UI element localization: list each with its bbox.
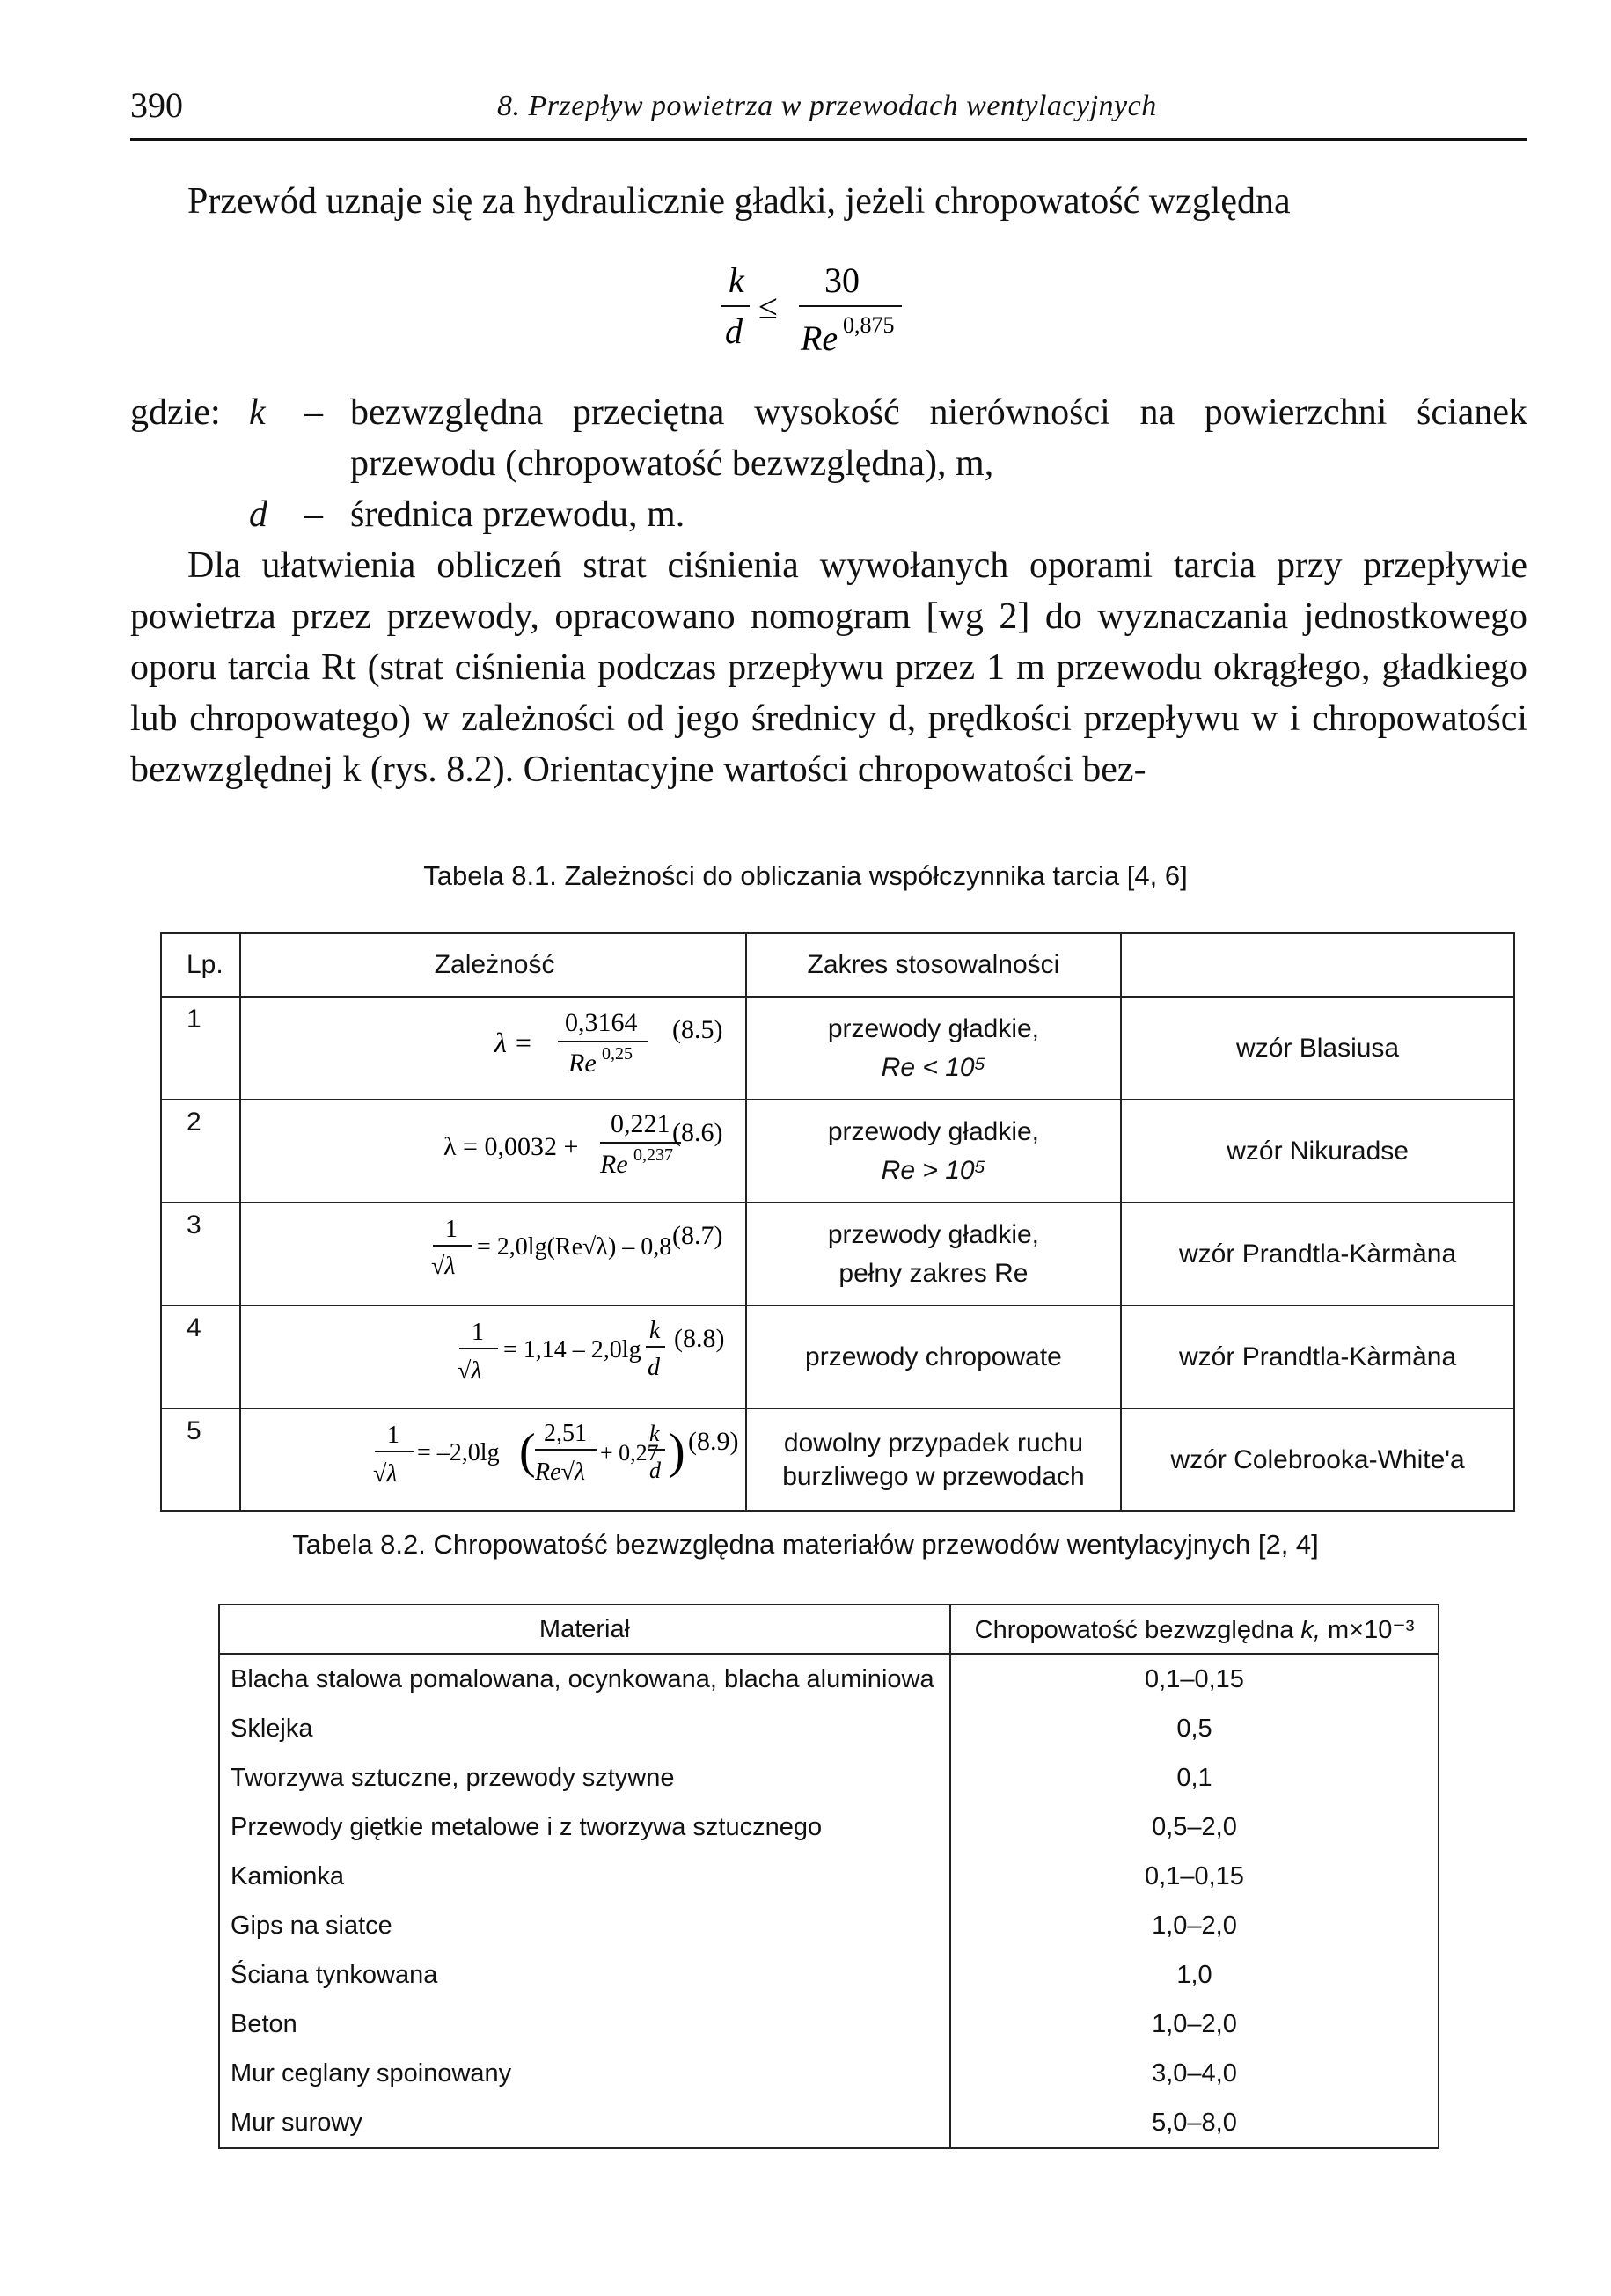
- f3-one: 1: [444, 1216, 458, 1243]
- f5-n1: 2,51: [543, 1420, 587, 1447]
- f4-one: 1: [471, 1319, 484, 1346]
- table1-caption: Tabela 8.1. Zależności do obliczania współczynnika tarcia [4, 6]: [423, 860, 1188, 891]
- f5-plus: + 0,27: [599, 1440, 659, 1466]
- f4-den: d: [647, 1354, 660, 1381]
- material-cell: Gips na siatce: [219, 1901, 950, 1950]
- f2-den: Re: [599, 1150, 628, 1179]
- f2-lhs: λ = 0,0032 +: [443, 1132, 579, 1161]
- material-cell: Beton: [219, 2000, 950, 2049]
- f2-exp: 0,237: [633, 1145, 673, 1165]
- value-cell: 0,5–2,0: [950, 1802, 1439, 1852]
- definitions-label: gdzie:: [130, 392, 221, 433]
- material-cell: Blacha stalowa pomalowana, ocynkowana, blacha aluminiowa: [219, 1654, 950, 1704]
- material-cell: Przewody giętkie metalowe i z tworzywa sztucznego: [219, 1802, 950, 1852]
- table2-header-material: Materiał: [219, 1605, 950, 1654]
- f5-sqrt: √λ: [372, 1460, 398, 1488]
- table1-header-name: [1121, 933, 1514, 997]
- def-k-text: bezwzględna przeciętna wysokość nierówności na powierzchni ścianek przewodu (chropowatość bezwzględna), m,: [350, 392, 1527, 484]
- table1-lp: 1: [161, 997, 240, 1100]
- material-cell: Mur surowy: [219, 2098, 950, 2148]
- material-cell: Tworzywa sztuczne, przewody sztywne: [219, 1753, 950, 1802]
- f5-d1: Re√λ: [534, 1459, 585, 1486]
- f3-eq-no: (8.7): [671, 1221, 723, 1250]
- range-line2: pełny zakres Re: [838, 1258, 1029, 1288]
- table1-lp: 4: [161, 1305, 240, 1408]
- range-line2: burzliwego w przewodach: [782, 1461, 1085, 1491]
- def-d-symbol: d: [249, 494, 267, 535]
- f1-exp: 0,25: [601, 1044, 633, 1064]
- f5-rparen: ): [668, 1424, 685, 1479]
- value-cell: 5,0–8,0: [950, 2098, 1439, 2148]
- table1-formula-name: wzór Prandtla-Kàrmàna: [1121, 1203, 1514, 1305]
- condition-rhs-num: 30: [824, 260, 860, 300]
- table-row: [161, 1203, 1514, 1305]
- formula-8-6: [241, 1100, 745, 1195]
- table1-header-range: Zakres stosowalności: [746, 933, 1121, 997]
- table-row: [219, 1704, 1439, 1753]
- condition-lhs-num: k: [729, 260, 744, 300]
- table1-formula-cell: [240, 997, 746, 1100]
- header-rule: [130, 138, 1527, 141]
- range-line1: dowolny przypadek ruchu: [783, 1428, 1084, 1458]
- value-cell: 1,0: [950, 1950, 1439, 2000]
- table-row: [219, 2000, 1439, 2049]
- range-line2: Re < 10⁵: [881, 1052, 986, 1082]
- table2-header-value: [950, 1605, 1439, 1654]
- table1-formula-name: wzór Nikuradse: [1121, 1100, 1514, 1203]
- table1-range: [746, 1203, 1121, 1305]
- def-k-dash: –: [304, 392, 323, 433]
- table-row: [161, 1305, 1514, 1408]
- f3-rhs: = 2,0lg(Re√λ) – 0,8: [476, 1233, 671, 1261]
- formula-8-8: [241, 1306, 745, 1400]
- f4-num: k: [648, 1317, 661, 1344]
- value-cell: 0,5: [950, 1704, 1439, 1753]
- f5-lparen: (: [518, 1424, 536, 1479]
- condition-rhs-den: Re: [801, 318, 838, 358]
- f2-eq-no: (8.6): [671, 1118, 723, 1147]
- roughness-condition-formula: [713, 255, 941, 369]
- range-line1: przewody chropowate: [805, 1342, 1062, 1371]
- table-row: [219, 1901, 1439, 1950]
- f1-eq-no: (8.5): [671, 1015, 723, 1044]
- material-cell: Ściana tynkowana: [219, 1950, 950, 2000]
- formula-8-7: [241, 1203, 745, 1298]
- table1-lp: 2: [161, 1100, 240, 1203]
- material-cell: Sklejka: [219, 1704, 950, 1753]
- formula-8-5: [241, 998, 745, 1092]
- value-cell: 0,1–0,15: [950, 1654, 1439, 1704]
- header-value-unit: m×10⁻³: [1320, 1615, 1415, 1644]
- def-d-text: średnica przewodu, m.: [350, 494, 685, 535]
- table-row: [219, 1950, 1439, 2000]
- f5-eq-no: (8.9): [687, 1427, 739, 1456]
- table2: [218, 1604, 1439, 2149]
- def-d-dash: –: [304, 494, 323, 535]
- page-number: 390: [130, 85, 183, 125]
- condition-relation: ≤: [758, 287, 778, 326]
- table1-formula-name: wzór Blasiusa: [1121, 997, 1514, 1100]
- table1-header-dependency: Zależność: [240, 933, 746, 997]
- f1-num: 0,3164: [564, 1008, 638, 1037]
- table2-header-row: [219, 1605, 1439, 1654]
- intro-text: Przewód uznaje się za hydraulicznie gładki, jeżeli chropowatość względna: [187, 181, 1291, 222]
- table-row: [219, 2098, 1439, 2148]
- value-cell: 0,1–0,15: [950, 1852, 1439, 1901]
- table1-formula-cell: [240, 1408, 746, 1511]
- running-head: 8. Przepływ powietrza w przewodach wentylacyjnych: [497, 90, 1157, 122]
- formula-8-9: [241, 1409, 745, 1503]
- table1-header-lp: Lp.: [161, 933, 240, 997]
- f5-d2: d: [648, 1458, 661, 1483]
- table-row: [219, 1802, 1439, 1852]
- value-cell: 1,0–2,0: [950, 1901, 1439, 1950]
- table1-formula-name: wzór Prandtla-Kàrmàna: [1121, 1305, 1514, 1408]
- table-row: [161, 1100, 1514, 1203]
- value-cell: 3,0–4,0: [950, 2049, 1439, 2098]
- table1-lp: 5: [161, 1408, 240, 1511]
- table-row: [161, 997, 1514, 1100]
- table1: [160, 932, 1515, 1512]
- table-row: [219, 1852, 1439, 1901]
- table1-range: [746, 1305, 1121, 1408]
- f3-sqrt: √λ: [430, 1253, 456, 1280]
- f2-num: 0,221: [610, 1109, 670, 1138]
- value-cell: 0,1: [950, 1753, 1439, 1802]
- condition-lhs-den: d: [725, 311, 743, 351]
- table-row: [219, 2049, 1439, 2098]
- f4-rhs: = 1,14 – 2,0lg: [502, 1336, 641, 1364]
- table1-formula-cell: [240, 1203, 746, 1305]
- table1-header-row: [161, 933, 1514, 997]
- header-value-k: k,: [1300, 1615, 1321, 1644]
- range-line2: Re > 10⁵: [881, 1155, 986, 1185]
- f5-mid: = –2,0lg: [416, 1439, 500, 1466]
- f1-den: Re: [568, 1049, 597, 1078]
- f5-one: 1: [386, 1422, 399, 1449]
- table-row: [219, 1654, 1439, 1704]
- table1-range: [746, 1100, 1121, 1203]
- f5-n2: k: [648, 1421, 660, 1446]
- condition-rhs-exp: 0,875: [843, 312, 895, 338]
- material-cell: Kamionka: [219, 1852, 950, 1901]
- range-line1: przewody gładkie,: [827, 1116, 1040, 1146]
- table1-range: [746, 997, 1121, 1100]
- table-row: [161, 1408, 1514, 1511]
- table2-caption: Tabela 8.2. Chropowatość bezwzględna materiałów przewodów wentylacyjnych [2, 4]: [292, 1529, 1319, 1560]
- def-k-symbol: k: [249, 392, 266, 433]
- material-cell: Mur ceglany spoinowany: [219, 2049, 950, 2098]
- table-row: [219, 1753, 1439, 1802]
- body-paragraph: Dla ułatwienia obliczeń strat ciśnienia wywołanych oporami tarcia przy przepływie powietrza przez przewody, opracowano nomogram [wg 2] do wyznaczania jednostkowego oporu tarcia Rt (strat ciśnienia podczas przepływu przez 1 m przewodu okrągłego, gładkiego lub chropowatego) w zależności od jego średnicy d, prędkości przepływu w i chropowatości bezwzględnej k (rys. 8.2). Orientacyjne wartości chropowatości bez-: [130, 545, 1527, 790]
- table1-formula-cell: [240, 1100, 746, 1203]
- table1-formula-cell: [240, 1305, 746, 1408]
- table1-formula-name: wzór Colebrooka-White'a: [1121, 1408, 1514, 1511]
- range-line1: przewody gładkie,: [827, 1013, 1040, 1043]
- f4-sqrt: √λ: [457, 1357, 482, 1385]
- value-cell: 1,0–2,0: [950, 2000, 1439, 2049]
- f4-eq-no: (8.8): [673, 1324, 725, 1353]
- table1-lp: 3: [161, 1203, 240, 1305]
- f1-lambda: λ =: [494, 1027, 533, 1058]
- range-line1: przewody gładkie,: [827, 1219, 1040, 1249]
- table1-range: [746, 1408, 1121, 1511]
- header-value-text: Chropowatość bezwzględna: [974, 1615, 1301, 1644]
